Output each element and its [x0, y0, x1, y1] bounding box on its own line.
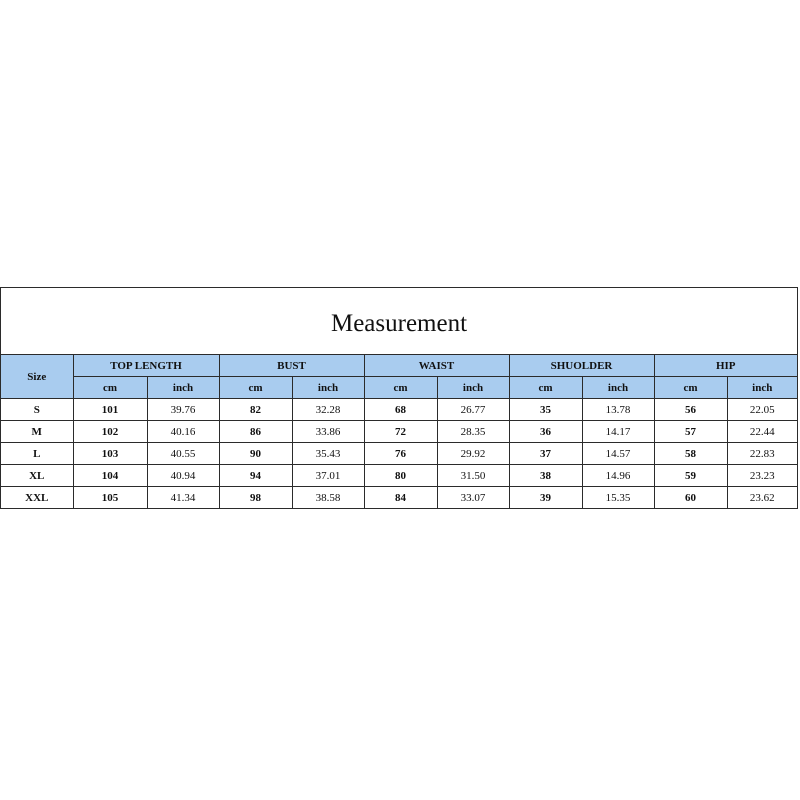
cm-value-cell: 58	[654, 443, 727, 465]
table-row	[1, 399, 797, 421]
table-row	[1, 421, 797, 443]
cm-value-cell: 82	[219, 399, 292, 421]
size-cell: XXL	[1, 487, 73, 509]
cm-value-cell: 57	[654, 421, 727, 443]
inch-value-cell: 38.58	[292, 487, 364, 509]
inch-value-cell: 26.77	[437, 399, 509, 421]
inch-value-cell: 13.78	[582, 399, 654, 421]
inch-value-cell: 33.86	[292, 421, 364, 443]
cm-value-cell: 103	[73, 443, 147, 465]
cm-value-cell: 39	[509, 487, 582, 509]
inch-value-cell: 40.94	[147, 465, 219, 487]
unit-header: inch	[727, 377, 797, 399]
inch-value-cell: 15.35	[582, 487, 654, 509]
size-cell: S	[1, 399, 73, 421]
inch-value-cell: 37.01	[292, 465, 364, 487]
measurement-chart	[0, 287, 798, 509]
header-bust: BUST	[219, 355, 364, 377]
cm-value-cell: 94	[219, 465, 292, 487]
inch-value-cell: 28.35	[437, 421, 509, 443]
inch-value-cell: 14.96	[582, 465, 654, 487]
inch-value-cell: 35.43	[292, 443, 364, 465]
unit-header: cm	[219, 377, 292, 399]
inch-value-cell: 39.76	[147, 399, 219, 421]
unit-header: cm	[73, 377, 147, 399]
cm-value-cell: 86	[219, 421, 292, 443]
unit-header: cm	[364, 377, 437, 399]
cm-value-cell: 76	[364, 443, 437, 465]
cm-value-cell: 80	[364, 465, 437, 487]
inch-value-cell: 14.57	[582, 443, 654, 465]
cm-value-cell: 84	[364, 487, 437, 509]
inch-value-cell: 22.83	[727, 443, 797, 465]
size-cell: M	[1, 421, 73, 443]
unit-header: inch	[147, 377, 219, 399]
cm-value-cell: 37	[509, 443, 582, 465]
cm-value-cell: 59	[654, 465, 727, 487]
size-table	[1, 355, 797, 508]
cm-value-cell: 68	[364, 399, 437, 421]
table-row	[1, 465, 797, 487]
inch-value-cell: 41.34	[147, 487, 219, 509]
header-hip: HIP	[654, 355, 797, 377]
unit-header: cm	[654, 377, 727, 399]
header-shoulder: SHUOLDER	[509, 355, 654, 377]
inch-value-cell: 29.92	[437, 443, 509, 465]
cm-value-cell: 35	[509, 399, 582, 421]
cm-value-cell: 38	[509, 465, 582, 487]
cm-value-cell: 90	[219, 443, 292, 465]
unit-header: inch	[582, 377, 654, 399]
cm-value-cell: 36	[509, 421, 582, 443]
table-row	[1, 443, 797, 465]
size-cell: L	[1, 443, 73, 465]
header-row-groups	[1, 355, 797, 377]
header-size: Size	[1, 355, 73, 399]
cm-value-cell: 98	[219, 487, 292, 509]
unit-header: cm	[509, 377, 582, 399]
table-row	[1, 487, 797, 509]
header-top-length: TOP LENGTH	[73, 355, 219, 377]
size-cell: XL	[1, 465, 73, 487]
inch-value-cell: 32.28	[292, 399, 364, 421]
unit-header: inch	[292, 377, 364, 399]
unit-header: inch	[437, 377, 509, 399]
inch-value-cell: 14.17	[582, 421, 654, 443]
header-waist: WAIST	[364, 355, 509, 377]
inch-value-cell: 40.16	[147, 421, 219, 443]
inch-value-cell: 40.55	[147, 443, 219, 465]
inch-value-cell: 31.50	[437, 465, 509, 487]
inch-value-cell: 23.23	[727, 465, 797, 487]
cm-value-cell: 104	[73, 465, 147, 487]
header-row-units	[1, 377, 797, 399]
chart-title: Measurement	[1, 288, 797, 355]
cm-value-cell: 102	[73, 421, 147, 443]
inch-value-cell: 23.62	[727, 487, 797, 509]
inch-value-cell: 22.44	[727, 421, 797, 443]
cm-value-cell: 60	[654, 487, 727, 509]
cm-value-cell: 72	[364, 421, 437, 443]
cm-value-cell: 101	[73, 399, 147, 421]
inch-value-cell: 22.05	[727, 399, 797, 421]
cm-value-cell: 105	[73, 487, 147, 509]
cm-value-cell: 56	[654, 399, 727, 421]
inch-value-cell: 33.07	[437, 487, 509, 509]
